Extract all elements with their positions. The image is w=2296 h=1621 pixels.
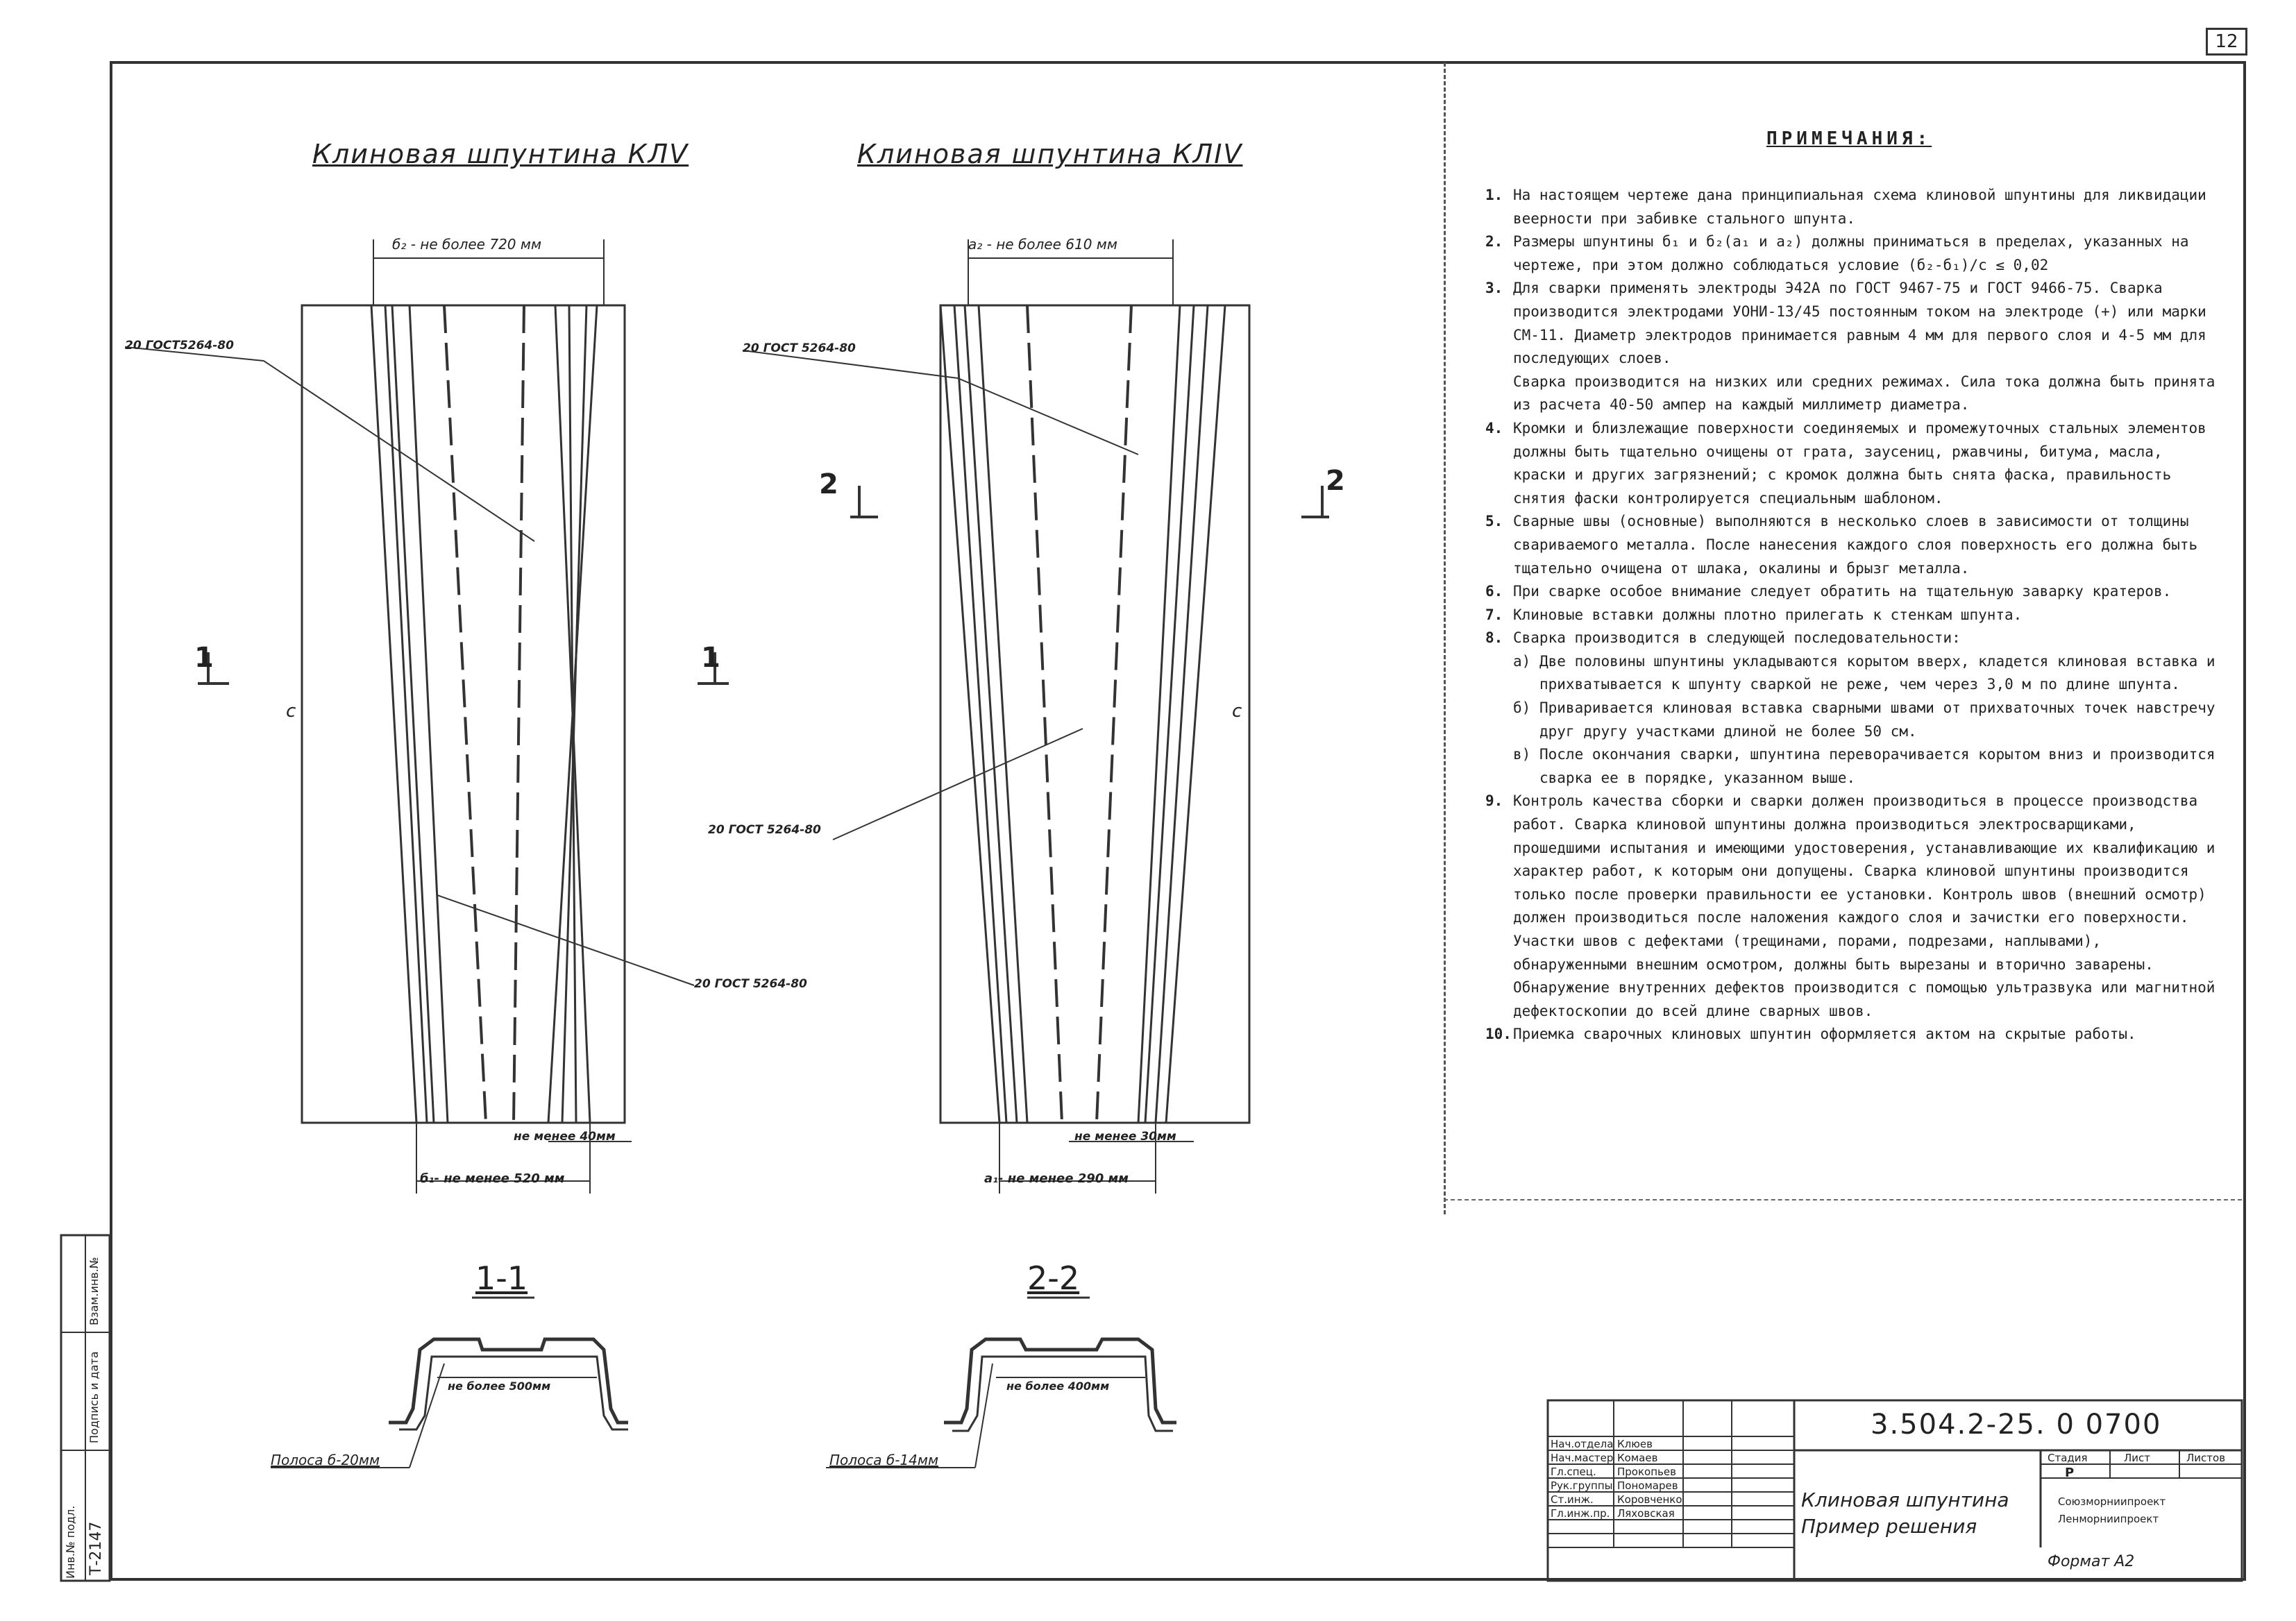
note-item: 8. Сварка производится в следующей последовательности: xyxy=(1485,629,1961,647)
section-2-2-strip: Полоса б-14мм xyxy=(829,1452,939,1468)
section-2-2-title: 2-2 xyxy=(1027,1259,1080,1297)
left-bottom-dimension: б₁- не менее 520 мм xyxy=(420,1171,565,1186)
drawing-title-line-2: Пример решения xyxy=(1801,1515,1977,1538)
note-item: 1. На настоящем чертеже дана принципиальная схема клиновой шпунтины для ликвидации веерности при забивке стального шпунта. xyxy=(1485,187,2206,227)
stage-header: Стадия xyxy=(2048,1452,2088,1464)
drawing-title-line-1: Клиновая шпунтина xyxy=(1801,1488,2009,1511)
role-label: Ст.инж. xyxy=(1551,1493,1594,1506)
section-1-1-strip: Полоса б-20мм xyxy=(271,1452,380,1468)
section-2-2-dimension: не более 400мм xyxy=(1006,1380,1110,1393)
stage-value: Р xyxy=(2065,1466,2075,1480)
format-label: Формат А2 xyxy=(2048,1553,2135,1570)
inventory-label: Инв.№ подл. xyxy=(64,1505,77,1579)
right-gap-dimension: не менее 30мм xyxy=(1074,1130,1176,1144)
role-label: Гл.инж.пр. xyxy=(1551,1507,1610,1520)
organization-1: Союзморниипроект xyxy=(2058,1495,2166,1508)
inventory-number: Т-2147 xyxy=(87,1521,105,1575)
section-mark-1-left: 1 xyxy=(194,642,214,674)
notes-list xyxy=(1485,184,2221,1046)
note-subitem: б) Приваривается клиновая вставка сварными швами от прихваточных точек навстречу друг другу участками длиной не более 50 см. xyxy=(1513,699,2215,740)
section-mark-2-left: 2 xyxy=(819,468,838,500)
right-length-mark: с xyxy=(1232,701,1242,722)
replace-label: Взам.инв.№ xyxy=(87,1257,101,1325)
note-item: 10. Приемка сварочных клиновых шпунтин оформляется актом на скрытые работы. xyxy=(1485,1026,2136,1043)
name-label: Комаев xyxy=(1617,1452,1658,1464)
right-view-title: Клиновая шпунтина КЛIV xyxy=(857,139,1243,169)
name-label: Клюев xyxy=(1617,1438,1653,1450)
left-length-mark: с xyxy=(286,701,296,722)
note-subitem: в) После окончания сварки, шпунтина переворачивается корытом вниз и производится сварка ее в порядке, указанном выше. xyxy=(1513,746,2215,786)
section-1-1-title: 1-1 xyxy=(475,1259,528,1297)
notes-title: ПРИМЕЧАНИЯ: xyxy=(1766,128,1932,149)
note-item: 2. Размеры шпунтины б₁ и б₂(а₁ и а₂) должны приниматься в пределах, указанных на чертеже, при этом должно соблюдаться условие (б₂-б₁)/с ≤ 0,02 xyxy=(1485,233,2189,273)
right-top-dimension: а₂ - не более 610 мм xyxy=(968,236,1117,253)
note-item: Сварка производится на низких или средних режимах. Сила тока должна быть принята из расчета 40-50 ампер на каждый миллиметр диаметра. xyxy=(1513,373,2215,414)
note-item: 3. Для сварки применять электроды Э42А по ГОСТ 9467-75 и ГОСТ 9466-75. Сварка производится электродами УОНИ-13/45 постоянным током на электроде (+) или марки СМ-11. Диаметр электродов принимается равным 4 мм для первого слоя и 4-5 мм для последующих слоев. xyxy=(1485,280,2206,367)
note-item: 9. Контроль качества сборки и сварки должен производиться в процессе производства работ. Сварка клиновой шпунтины должна производиться электросварщиками, прошедшими испытания и имеющими удостоверения, устанавливающие их квалификацию и характер работ, к которым они допущены. Сварка клиновой шпунтины производится только после проверки правильности ее установки. Контроль швов (внешний осмотр) должен производиться после наложения каждого слоя и зачистки его поверхности. Участки швов с дефектами (трещинами, порами, подрезами, наплывами), обнаруженными внешним осмотром, должны быть вырезаны и вторично заварены. Обнаружение внутренних дефектов производится с помощью ультразвука или магнитной дефектоскопии до всей длине сварных швов. xyxy=(1485,792,2215,1019)
sheets-header: Листов xyxy=(2186,1452,2226,1464)
section-mark-1-right: 1 xyxy=(701,642,720,674)
note-item: 4. Кромки и близлежащие поверхности соединяемых и промежуточных стальных элементов должны быть тщательно очищены от грата, заусениц, ржавчины, битума, масла, краски и других загрязнений; с кромок должна быть снята фаска, правильность снятия фаски контролируется специальным шаблоном. xyxy=(1485,419,2206,507)
role-label: Рук.группы xyxy=(1551,1479,1613,1492)
role-label: Гл.спец. xyxy=(1551,1466,1596,1478)
name-label: Коровченко xyxy=(1617,1493,1682,1506)
organization-2: Ленморниипроект xyxy=(2058,1513,2159,1525)
right-bottom-dimension: а₁- не менее 290 мм xyxy=(984,1171,1129,1186)
name-label: Пономарев xyxy=(1617,1479,1678,1492)
note-item: 6. При сварке особое внимание следует обратить на тщательную заварку кратеров. xyxy=(1485,583,2172,600)
role-label: Нач.отдела xyxy=(1551,1438,1614,1450)
section-mark-2-right: 2 xyxy=(1326,465,1345,497)
left-weld-callout-2: 20 ГОСТ 5264-80 xyxy=(694,977,807,991)
sheet-header: Лист xyxy=(2124,1452,2151,1464)
document-code: 3.504.2-25. 0 0700 xyxy=(1871,1409,2162,1441)
name-label: Ляховская xyxy=(1617,1507,1675,1520)
left-view-title: Клиновая шпунтина КЛV xyxy=(312,139,689,169)
section-1-1-dimension: не более 500мм xyxy=(448,1380,551,1393)
left-gap-dimension: не менее 40мм xyxy=(514,1130,616,1144)
note-item: 7. Клиновые вставки должны плотно прилегать к стенкам шпунта. xyxy=(1485,606,2023,623)
right-weld-callout-2: 20 ГОСТ 5264-80 xyxy=(708,823,821,837)
role-label: Нач.мастер xyxy=(1551,1452,1614,1464)
signature-label: Подпись и дата xyxy=(87,1351,101,1443)
page-number: 12 xyxy=(2206,28,2247,56)
left-pile-outline xyxy=(302,305,625,1123)
note-subitem: а) Две половины шпунтины укладываются корытом вверх, кладется клиновая вставка и прихватывается к шпунту сваркой не реже, чем через 3,0 м по длине шпунта. xyxy=(1513,652,2215,693)
name-label: Прокопьев xyxy=(1617,1466,1676,1478)
left-top-dimension: б₂ - не более 720 мм xyxy=(392,236,542,253)
note-item: 5. Сварные швы (основные) выполняются в несколько слоев в зависимости от толщины свариваемого металла. После нанесения каждого слоя поверхность его должна быть тщательно очищена от шлака, окалины и брызг металла. xyxy=(1485,513,2198,577)
right-weld-callout-1: 20 ГОСТ 5264-80 xyxy=(743,341,856,355)
left-weld-callout-1: 20 ГОСТ5264-80 xyxy=(125,339,234,353)
